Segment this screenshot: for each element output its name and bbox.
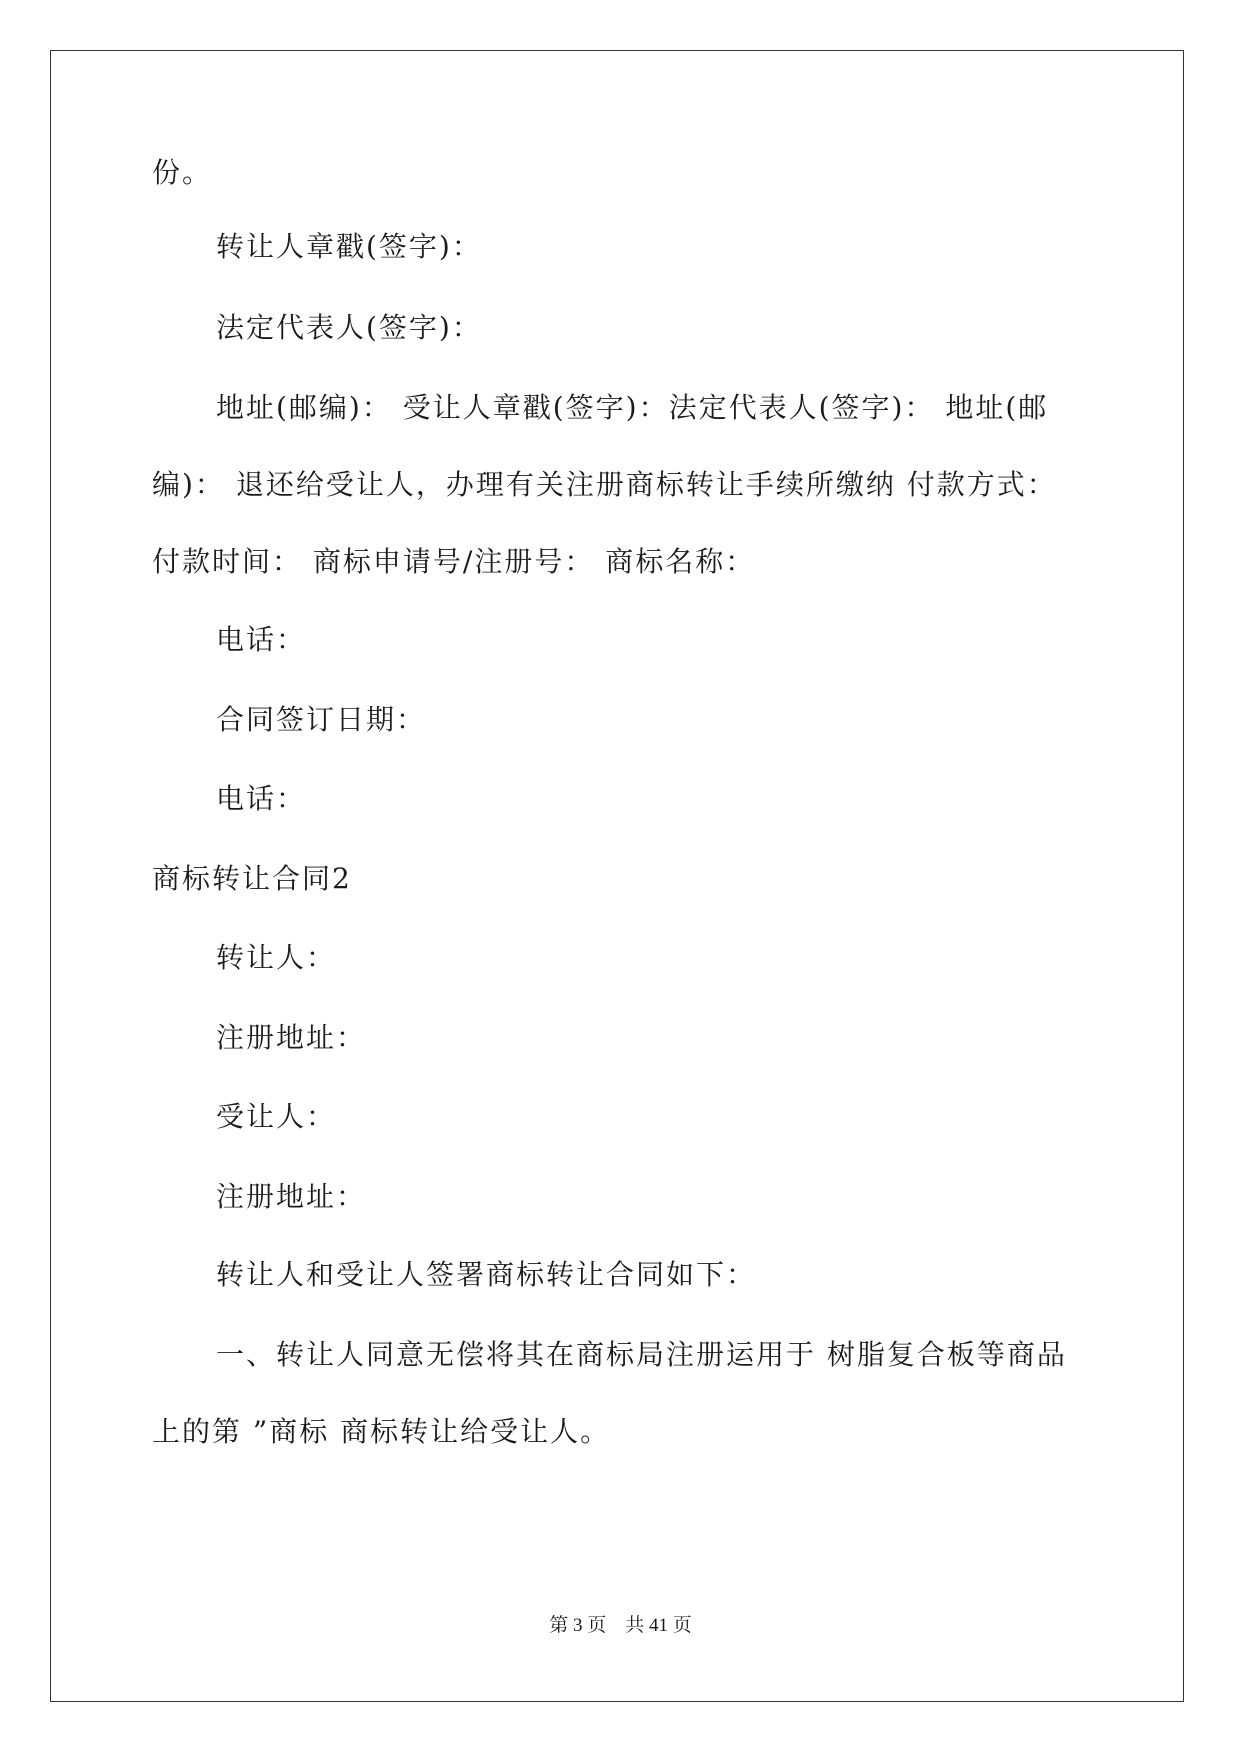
text-line: 份。 (152, 156, 213, 189)
text-line: 转让人： (216, 941, 337, 974)
section-heading: 商标转让合同2 (152, 862, 352, 895)
text-line: 上的第 ”商标 商标转让给受让人。 (152, 1415, 611, 1448)
text-line: 一、转让人同意无偿将其在商标局注册运用于 树脂复合板等商品 (216, 1338, 1067, 1371)
text-line: 注册地址： (216, 1180, 367, 1213)
text-line: 转让人章戳(签字)： (216, 230, 482, 263)
text-line: 付款时间： 商标申请号/注册号： 商标名称： (152, 545, 756, 578)
text-line: 转让人和受让人签署商标转让合同如下： (216, 1258, 757, 1291)
text-line: 地址(邮编)： 受让人章戳(签字)：法定代表人(签字)： 地址(邮 (216, 391, 1049, 424)
page-number: 第 3 页 共 41 页 (549, 1615, 692, 1636)
text-line: 合同签订日期： (216, 703, 427, 736)
text-line: 注册地址： (216, 1021, 367, 1054)
text-line: 受让人： (216, 1100, 337, 1133)
text-line: 法定代表人(签字)： (216, 311, 482, 344)
text-line: 电话： (216, 782, 307, 815)
text-line: 电话： (216, 623, 307, 656)
text-line: 编)： 退还给受让人，办理有关注册商标转让手续所缴纳 付款方式： (152, 468, 1057, 501)
